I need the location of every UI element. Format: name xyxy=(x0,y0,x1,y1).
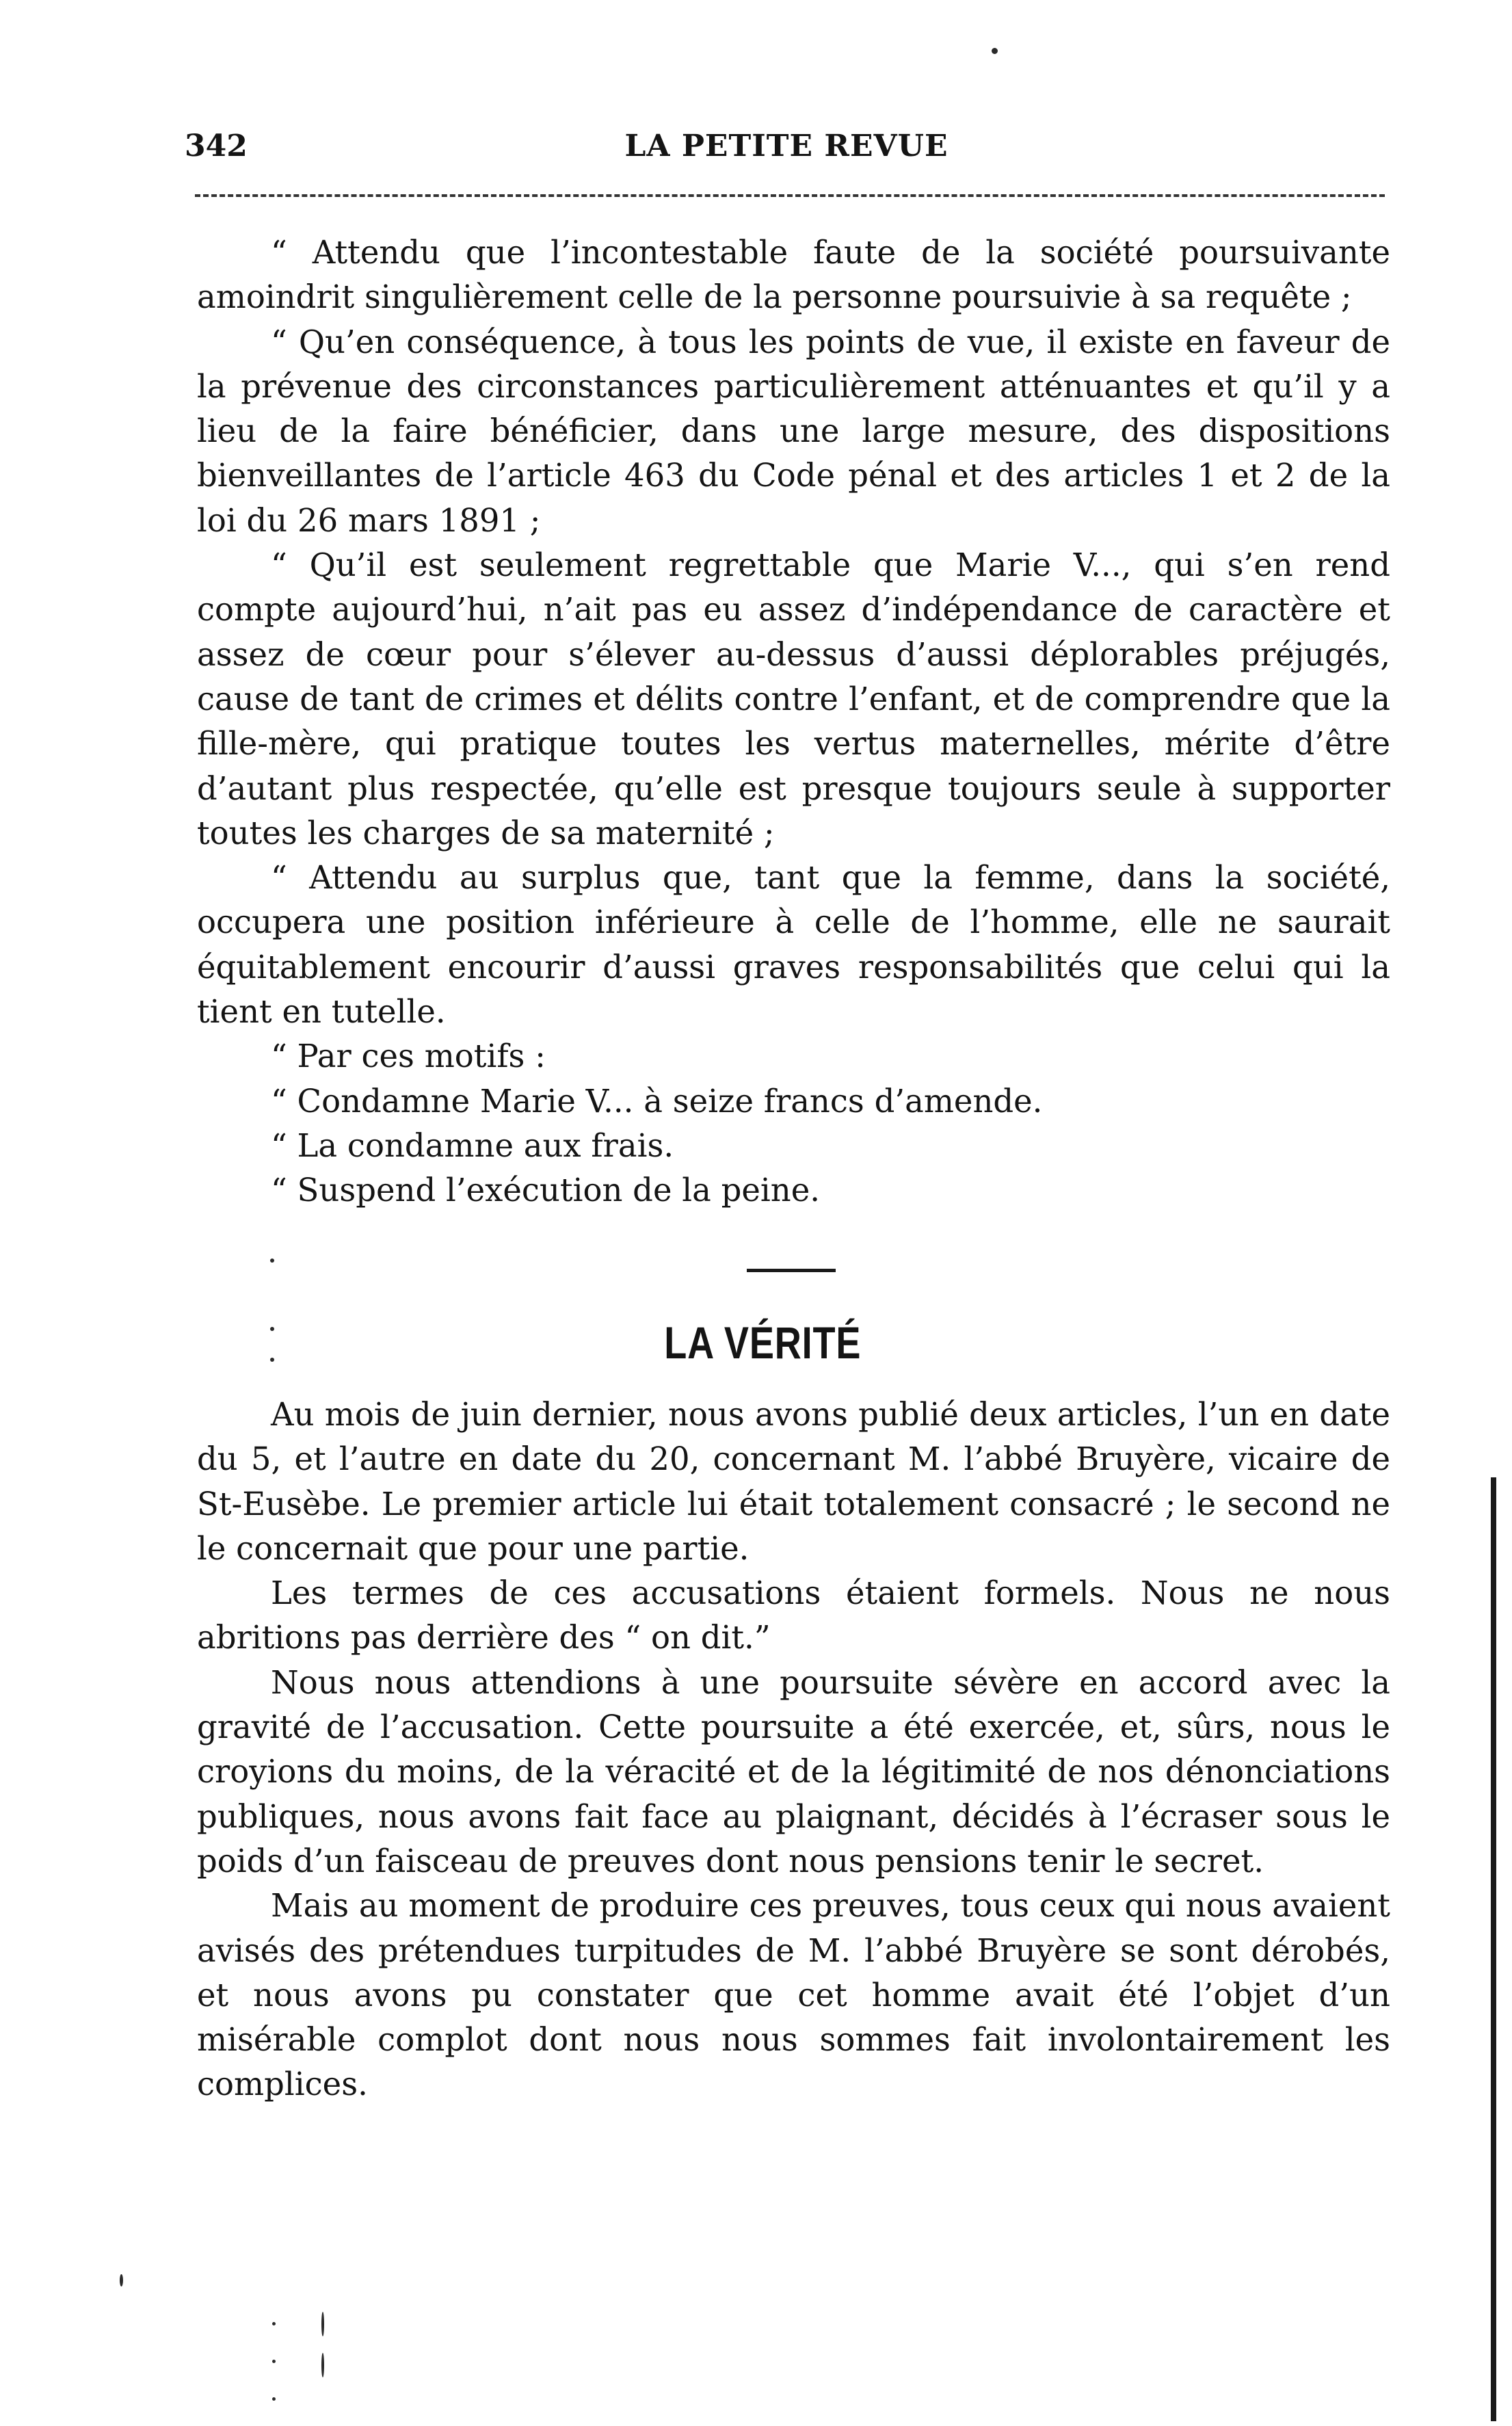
section-divider xyxy=(747,1269,836,1272)
judgment-paragraph: “ Attendu que l’incontestable faute de la société poursuivante amoindrit singulièrement celle de la personne poursuivie à sa requête ; xyxy=(197,234,1390,316)
judgment-paragraph: “ Qu’il est seulement regrettable que Marie V..., qui s’en rend compte aujourd’hui, n’ait pas eu assez d’indépendance de caractère et assez de cœur pour s’élever au-dessus d’aussi déplorables préjugés, cause de tant de crimes et délits contre l’enfant, et de comprendre que la fille-mère, qui pratique toutes les vertus maternelles, mérite d’être d’autant plus respectée, qu’elle est presque toujours seule à supporter toutes les charges de sa maternité ; xyxy=(197,546,1390,852)
judgment-paragraph: “ Qu’en conséquence, à tous les points de vue, il existe en faveur de la prévenue des circonstances particulièrement atténuantes et qu’il y a lieu de la faire bénéficier, dans une large mesure, des dispositions bienveillantes de l’article 463 du Code pénal et des articles 1 et 2 de la loi du 26 mars 1891 ; xyxy=(197,323,1390,539)
section-title: LA VÉRITÉ xyxy=(664,1317,862,1368)
header-rule xyxy=(195,194,1385,197)
judgment-paragraph: “ Suspend l’exécution de la peine. xyxy=(271,1172,821,1209)
page-header xyxy=(185,129,1388,176)
page-number: 342 xyxy=(185,129,248,163)
scan-speck xyxy=(270,1327,274,1331)
article-paragraph: Les termes de ces accusations étaient formels. Nous ne nous abritions pas derrière des “ on dit.” xyxy=(197,1574,1390,1657)
article-body xyxy=(197,1393,1390,2107)
scan-speck xyxy=(321,2312,324,2336)
scan-speck xyxy=(270,1358,274,1362)
scan-speck xyxy=(272,2360,276,2363)
judgment-paragraph: “ Par ces motifs : xyxy=(271,1038,546,1075)
judgment-paragraph: “ La condamne aux frais. xyxy=(271,1126,674,1164)
scan-speck xyxy=(270,1258,274,1263)
running-head: LA PETITE REVUE xyxy=(624,129,949,163)
scan-speck xyxy=(120,2274,123,2286)
scan-speck xyxy=(321,2353,324,2377)
scan-speck xyxy=(272,2397,276,2401)
article-paragraph: Mais au moment de produire ces preuves, tous ceux qui nous avaient avisés des prétendues turpitudes de M. l’abbé Bruyère se sont dérobés, et nous avons pu constater que cet homme avait été l’objet d’un misérable complot dont nous nous sommes fait involontairement les complices. xyxy=(197,1887,1390,2103)
judgment-paragraph: “ Attendu au surplus que, tant que la femme, dans la société, occupera une position inférieure à celle de l’homme, elle ne saurait équitablement encourir d’aussi graves responsabilités que celui qui la tient en tutelle. xyxy=(197,859,1390,1031)
judgment-paragraph: “ Condamne Marie V... à seize francs d’amende. xyxy=(271,1082,1043,1120)
scan-speck xyxy=(992,48,998,54)
scan-speck xyxy=(272,2322,276,2325)
judgment-quote xyxy=(197,230,1390,1213)
article-paragraph: Au mois de juin dernier, nous avons publié deux articles, l’un en date du 5, et l’autre en date du 20, concernant M. l’abbé Bruyère, vicaire de St-Eusèbe. Le premier article lui était totalement consacré ; le second ne le concernait que pour une partie. xyxy=(197,1396,1390,1567)
article-paragraph: Nous nous attendions à une poursuite sévère en accord avec la gravité de l’accusation. Cette poursuite a été exercée, et, sûrs, nous le croyions du moins, de la véracité et de la légitimité de nos dénonciations publiques, nous avons fait face au plaignant, décidés à l’écraser sous le poids d’un faisceau de preuves dont nous pensions tenir le secret. xyxy=(197,1663,1390,1880)
scan-edge-line xyxy=(1491,1477,1496,2421)
